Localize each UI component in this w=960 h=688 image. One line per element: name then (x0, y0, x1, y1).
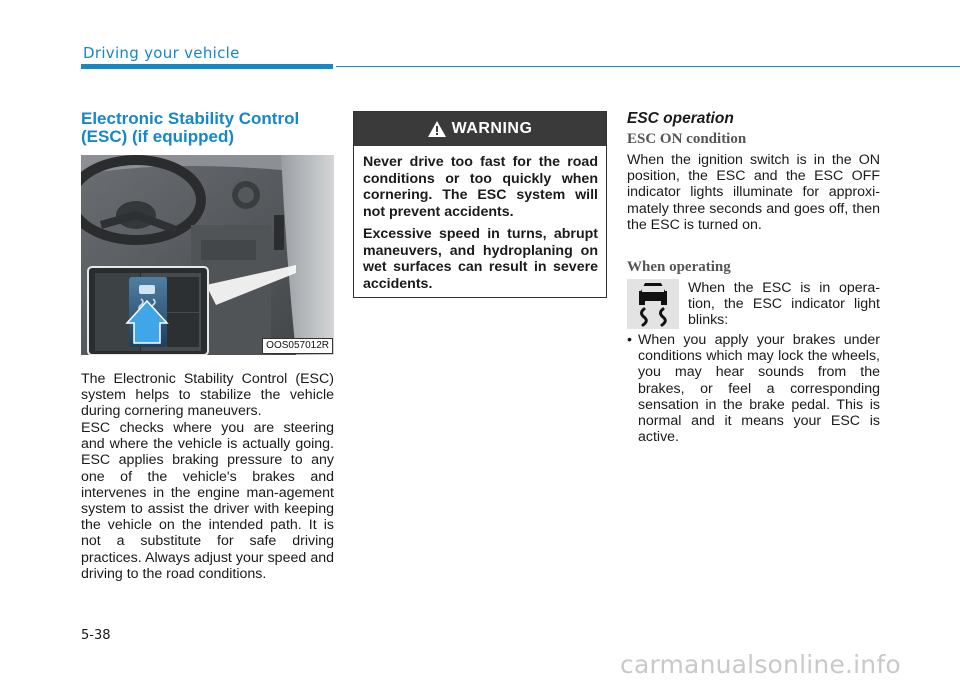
watermark: carmanualsonline.info (620, 650, 901, 679)
header-rule-thick (81, 64, 333, 69)
esc-on-condition-heading: ESC ON condition (627, 131, 747, 147)
when-operating-heading: When operating (627, 259, 731, 275)
warning-paragraph-1: Never drive too fast for the road conditions or too quickly when cornering. The ESC system will not prevent accidents. (363, 154, 598, 220)
esc-on-paragraph: When the ignition switch is in the ON position, the ESC and the ESC OFF indicator lights illuminate for approxi-mately three seconds and goes off, then the ESC is turned on. (627, 152, 880, 233)
warning-triangle-icon (428, 121, 446, 137)
esc-operation-title: ESC operation (627, 110, 734, 127)
image-caption: OOS057012R (262, 338, 333, 354)
header-rule-thin (336, 66, 960, 67)
list-item (627, 332, 880, 445)
dashboard-illustration (81, 155, 334, 355)
warning-title: WARNING (451, 120, 533, 137)
warning-paragraph-2: Excessive speed in turns, abrupt maneuvers, and hydroplaning on wet surfaces can result in severe accidents. (363, 226, 598, 292)
section-title: Driving your vehicle (83, 44, 240, 62)
dashboard-photo (81, 155, 334, 355)
bullet-dot: • (627, 332, 632, 348)
esc-indicator-box (627, 279, 679, 329)
warning-header (354, 112, 606, 146)
bullet-text: When you apply your brakes under conditions which may lock the wheels, you may hear sounds from the brakes, or feel a corresponding sensation in the brake pedal. This is normal and it means your ESC is active. (638, 332, 880, 446)
section-heading (81, 110, 341, 146)
when-operating-paragraph: When the ESC is in opera-tion, the ESC indicator light blinks: (688, 280, 880, 329)
heading-line-2: (ESC) (if equipped) (81, 127, 234, 146)
esc-skid-icon (627, 279, 679, 329)
esc-description-paragraph: ESC checks where you are steering and where the vehicle is actually going. ESC applies braking pressure to any one of the vehicle's brakes and intervenes in the engine man-agement system to assist the driver with keeping the vehicle on the intended path. It is not a substitute for safe driving practices. Always adjust your speed and driving to the road conditions. (81, 420, 334, 582)
intro-paragraph: The Electronic Stability Control (ESC) system helps to stabilize the vehicle during cornering maneuvers. (81, 371, 334, 420)
page-number: 5-38 (81, 628, 111, 643)
heading-line-1: Electronic Stability Control (81, 109, 300, 128)
warning-box (353, 111, 607, 298)
